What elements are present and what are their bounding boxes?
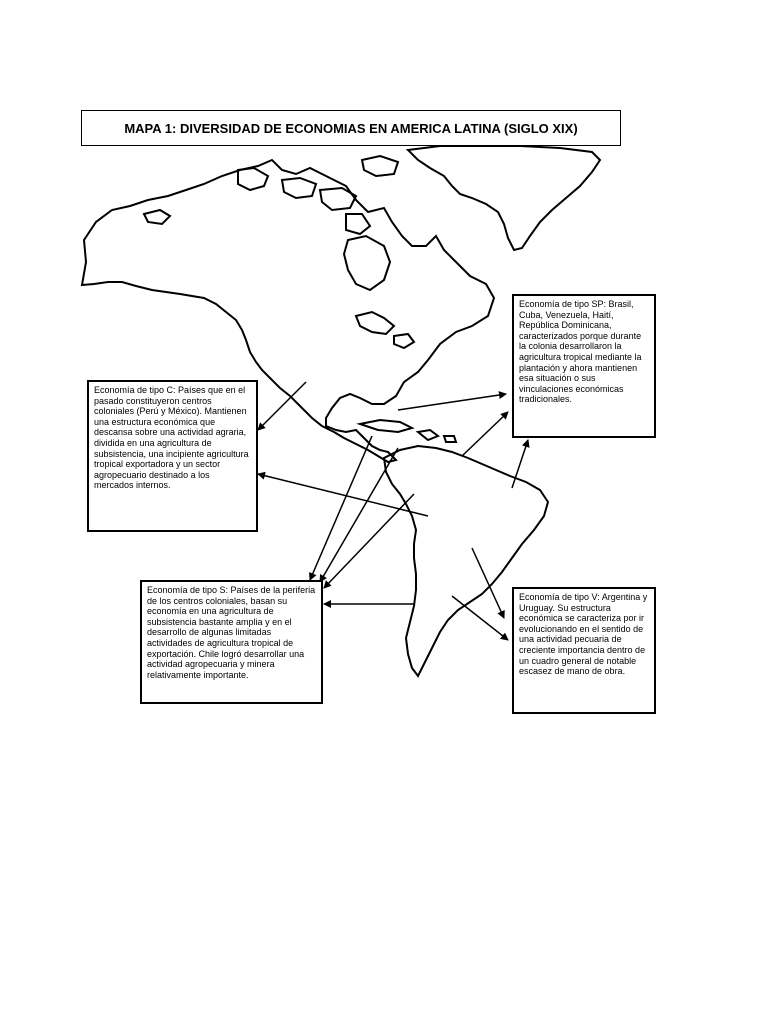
caribbean-islands-outline — [360, 420, 456, 442]
note-economia-tipo-v: Economía de tipo V: Argentina y Uruguay. Su estructura económica se caracteriza por ir evolucionando en el sentido de una actividad pecuaria de creciente importancia dentro de un cuadro general de notable escasez de mano de obra. — [512, 587, 656, 714]
arrow-sp-caribbean — [398, 394, 506, 410]
arrow-v-argentina — [452, 596, 508, 640]
great-lakes-outline — [356, 312, 414, 348]
note-economia-tipo-s: Economía de tipo S: Países de la periferia de los centros coloniales, basan su economía en una agricultura de subsistencia bastante amplia y en el desarrollo de algunas limitadas actividades de agricultura tropical de exportación. Chile logró desarrollar una actividad agropecuaria y minera relativamente importante. — [140, 580, 323, 704]
arrow-sp-venezuela — [462, 412, 508, 456]
hudson-bay-outline — [344, 236, 390, 290]
greenland-outline — [408, 146, 600, 250]
arrow-c-to-peru — [258, 474, 428, 516]
note-economia-tipo-c: Economía de tipo C: Países que en el pasado constituyeron centros coloniales (Perú y México). Mantienen una estructura económica que descansa sobre una actividad agraria, dividida en una agricultura de subsistencia, una incipiente agricultura tropical exportadora y un sector agropecuario destinado a los mercados internos. — [87, 380, 258, 532]
arrow-s-colombia — [320, 448, 398, 582]
arrow-s-bolivia — [324, 494, 414, 588]
arctic-islands-outline — [144, 156, 398, 234]
note-economia-tipo-sp: Economía de tipo SP: Brasil, Cuba, Venezuela, Haití, República Dominicana, caracterizados porque durante la colonia desarrollaron la agricultura tropical mediante la plantación y ahora mantienen esa situación o sus vinculaciones económicas tradicionales. — [512, 294, 656, 438]
arrow-v-uruguay — [472, 548, 504, 618]
map-title: MAPA 1: DIVERSIDAD DE ECONOMIAS EN AMERICA LATINA (SIGLO XIX) — [81, 110, 621, 146]
